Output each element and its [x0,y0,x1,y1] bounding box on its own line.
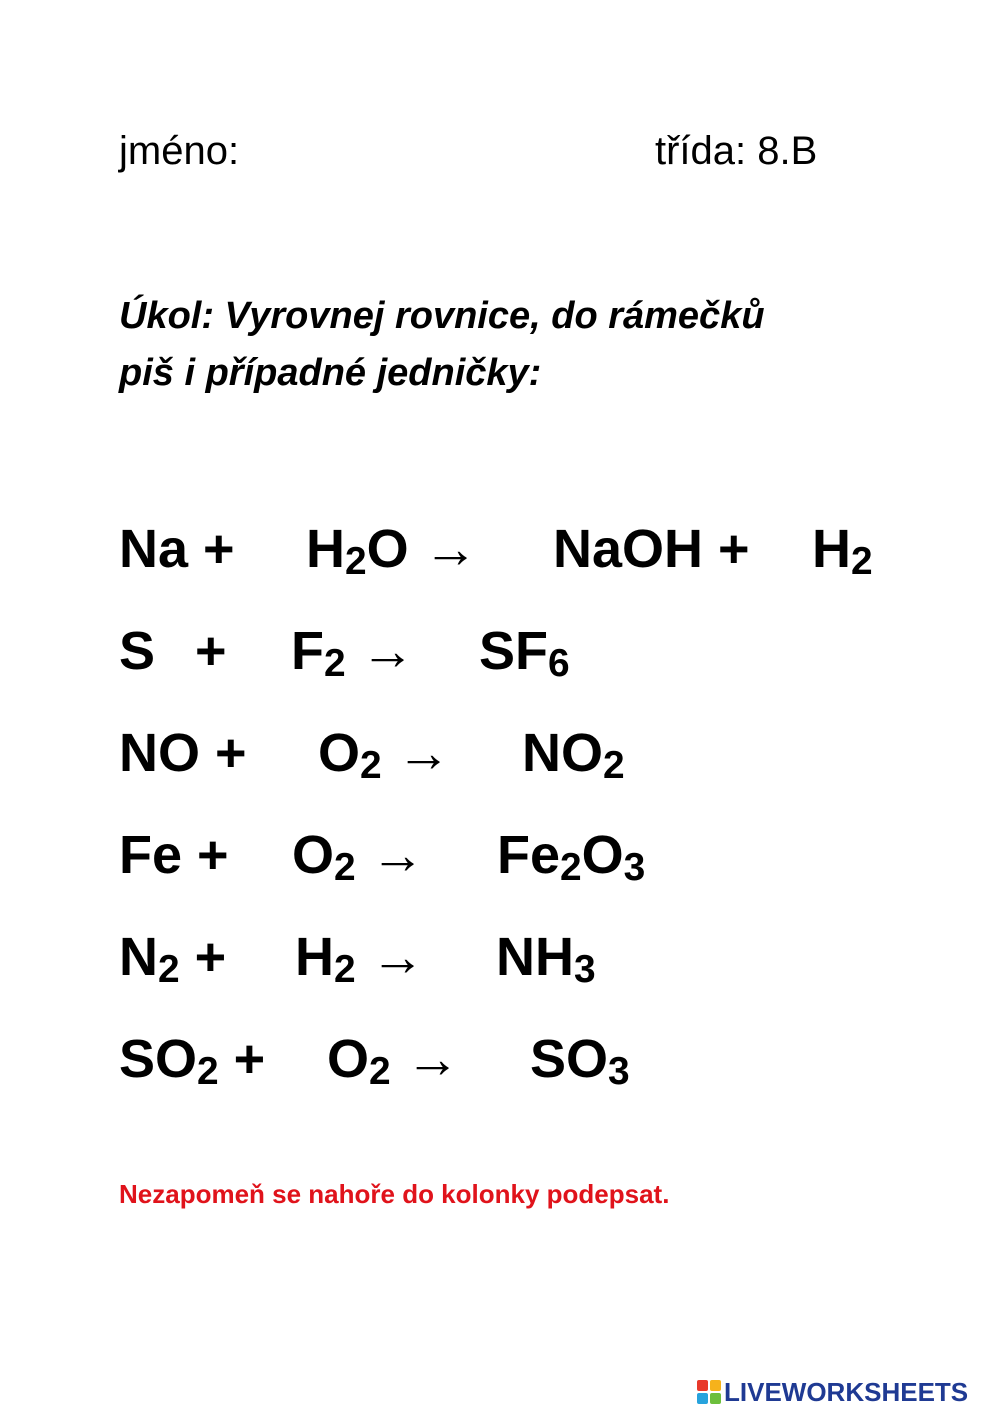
name-label: jméno: [119,129,240,173]
equation-term: $H_2O$ → [306,519,478,583]
equation-row [119,820,949,890]
equation-term: $SF_6$ [479,621,570,685]
logo-square [710,1393,721,1404]
equation-row [119,514,949,584]
equation-term: $SO_2$ + [119,1029,266,1093]
equation-term: + [195,621,227,681]
equation-row [119,922,949,992]
equation-term: $H_2$ [812,519,873,583]
equation-term: $Fe_2O_3$ [497,825,646,889]
equation-term: $O_2$ → [292,825,425,889]
equation-row [119,1024,949,1094]
task-instructions [119,288,899,402]
equation-term: $H_2$ → [295,927,425,991]
equation-term: $O_2$ → [327,1029,460,1093]
liveworksheets-brand [697,1378,968,1406]
equation-term: Na + [119,519,235,579]
logo-square [710,1380,721,1391]
equation-term: $NH_3$ [496,927,596,991]
equation-term: $SO_3$ [530,1029,630,1093]
liveworksheets-logo-icon [697,1380,721,1404]
equation-term: Fe + [119,825,229,885]
equation-row [119,616,949,686]
brand-text: LIVEWORKSHEETS [724,1376,969,1407]
logo-square [697,1380,708,1391]
logo-square [697,1393,708,1404]
equation-term: $N_2$ + [119,927,227,991]
equation-term: $NO_2$ [522,723,625,787]
equation-term: NO + [119,723,247,783]
equation-term: NaOH + [553,519,750,579]
signature-reminder: Nezapomeň se nahoře do kolonky podepsat. [119,1179,670,1209]
class-label: třída: 8.B [655,129,818,173]
equation-term: $F_2$ → [291,621,415,685]
equation-term: S [119,621,156,681]
task-line-1: Úkol: Vyrovnej rovnice, do rámečků [119,295,765,337]
equation-term: $O_2$ → [318,723,451,787]
equation-row [119,718,949,788]
task-line-2: piš i případné jedničky: [119,352,542,394]
